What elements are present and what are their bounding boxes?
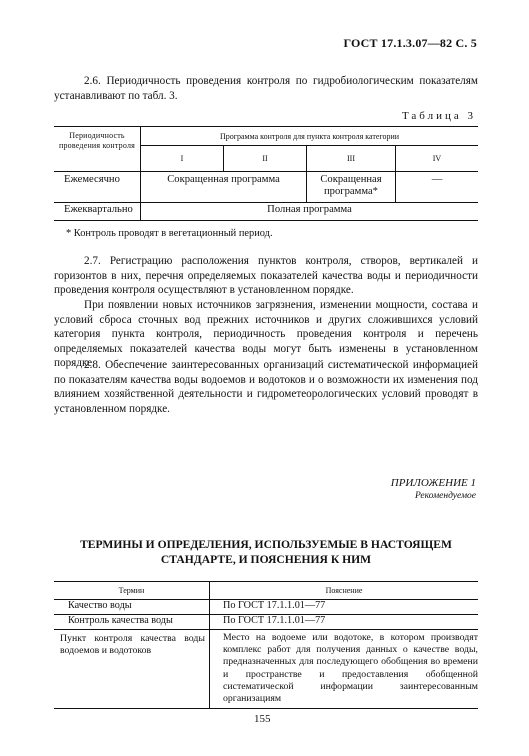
- table-3-group-header: Программа контроля для пункта контроля категории: [141, 127, 479, 146]
- table-3-row-1-cat-3: Сокращенная программа*: [307, 172, 396, 203]
- page-header: ГОСТ 17.1.3.07—82 С. 5: [343, 36, 477, 50]
- table-3-cat-3: III: [307, 146, 396, 172]
- terms-table: [54, 581, 478, 709]
- terms-header-explanation: Пояснение: [210, 582, 479, 600]
- paragraph-2-7: [54, 254, 478, 298]
- terms-row-2-term: Контроль качества воды: [54, 615, 210, 630]
- table-3-cat-4: IV: [396, 146, 479, 172]
- table-3-row-2-period: Ежеквартально: [54, 203, 141, 221]
- page-number: 155: [254, 713, 271, 725]
- appendix-label: ПРИЛОЖЕНИЕ 1: [390, 477, 476, 489]
- terms-row-3-term: Пункт контроля качества воды водоемов и водотоков: [54, 630, 210, 709]
- terms-title-line-2: СТАНДАРТЕ, И ПОЯСНЕНИЯ К НИМ: [160, 552, 372, 566]
- table-3-footnote: * Контроль проводят в вегетационный период.: [66, 228, 273, 239]
- terms-row-1-explanation: По ГОСТ 17.1.1.01—77: [210, 600, 479, 615]
- table-3-row-1-cat-1-2: Сокращенная программа: [141, 172, 307, 203]
- table-3-row-2-all: Полная программа: [141, 203, 479, 221]
- terms-row-1-term: Качество воды: [54, 600, 210, 615]
- table-3-cat-1: I: [141, 146, 224, 172]
- appendix-status: Рекомендуемое: [414, 491, 476, 501]
- paragraph-2-6-text: 2.6. Периодичность проведения контроля по гидробиологическим показателям устанавливают по табл. 3.: [54, 75, 478, 102]
- paragraph-2-8: [54, 358, 478, 416]
- appendix-heading: [391, 477, 476, 501]
- paragraph-2-8-text: 2.8. Обеспечение заинтересованных организаций систематической информацией по показателям качества воды водоемов и водотоков и о возможности их изменения под влиянием хозяйственной деятельности и гидрометеорологических условий проводят в установленном порядке.: [54, 359, 478, 415]
- terms-header-term: Термин: [54, 582, 210, 600]
- terms-row-2-explanation: По ГОСТ 17.1.1.01—77: [210, 615, 479, 630]
- paragraph-2-7b-text: При появлении новых источников загрязнения, изменении мощности, состава и условий сброса сточных вод прежних источников и других сложившихся условий категория пункта контроля, периодичность проведения контроля и перечень определяемых показателей качества воды могут быть изменены в установленном порядке.: [54, 299, 478, 370]
- table-3-cat-2: II: [224, 146, 307, 172]
- table-3-col0-header: Периодичность проведения контроля: [54, 127, 141, 172]
- terms-row-3-explanation: Место на водоеме или водотоке, в котором производят комплекс работ для получения данных о качестве воды, предназначенных для последующего обобщения во времени и пространстве и предоставления обобщенной систематической информации заинтересованным организациям: [210, 630, 479, 709]
- paragraph-2-6: [54, 74, 478, 103]
- terms-title: [54, 538, 478, 567]
- paragraph-2-7-text: 2.7. Регистрацию расположения пунктов контроля, створов, вертикалей и горизонтов в них, перечня определяемых показателей качества воды и периодичности проведения контроля осуществляют в установленном порядке.: [54, 255, 478, 297]
- table-3-caption: Таблица 3: [401, 110, 476, 122]
- terms-title-line-1: ТЕРМИНЫ И ОПРЕДЕЛЕНИЯ, ИСПОЛЬЗУЕМЫЕ В НАСТОЯЩЕМ: [80, 538, 452, 551]
- table-3: [54, 126, 478, 221]
- table-3-row-1-period: Ежемесячно: [54, 172, 141, 203]
- table-3-row-1-cat-4: —: [396, 172, 479, 203]
